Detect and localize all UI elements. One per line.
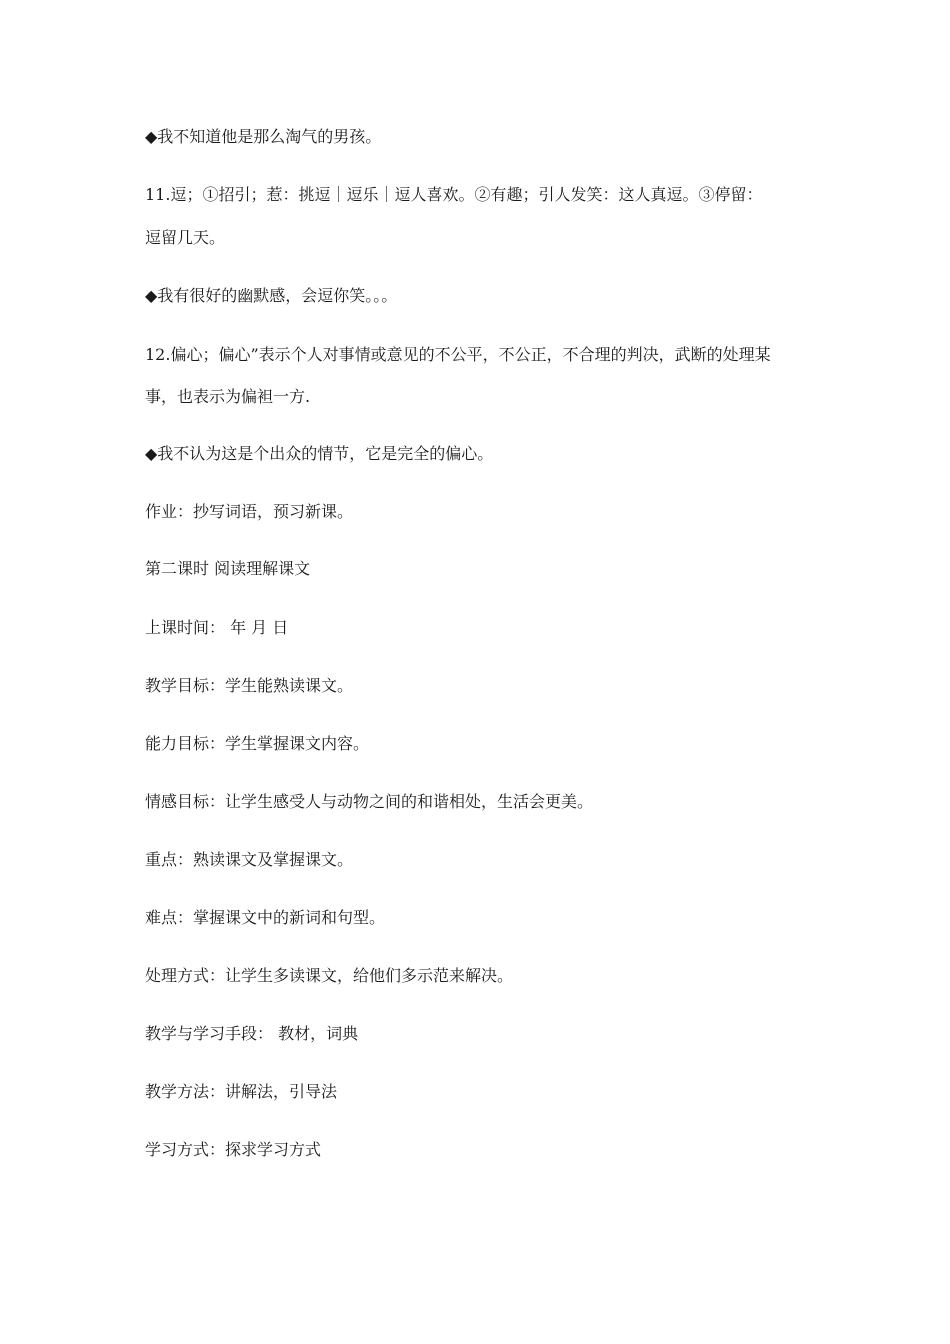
example-sentence-bias: ◆我不认为这是个出众的情节，它是完全的偏心。 (145, 444, 494, 463)
ability-goal-line: 能力目标：学生掌握课文内容。 (145, 734, 370, 753)
teaching-means-line: 教学与学习手段： 教材，词典 (145, 1024, 359, 1043)
vocab-11-dou-definition: 11.逗；①招引；惹：挑逗｜逗乐｜逗人喜欢。②有趣；引人发笑：这人真逗。③停留： (145, 185, 763, 204)
lesson-2-heading: 第二课时 阅读理解课文 (145, 559, 311, 578)
class-time-line: 上课时间： 年 月 日 (145, 618, 289, 637)
vocab-12-pianxin-definition-cont: 事，也表示为偏袒一方. (145, 387, 311, 406)
emotion-goal-line: 情感目标：让学生感受人与动物之间的和谐相处，生活会更美。 (145, 792, 594, 811)
example-sentence-humor: ◆我有很好的幽默感，会逗你笑。。。 (145, 286, 398, 305)
vocab-12-pianxin-definition: 12.偏心；偏心”表示个人对事情或意见的不公平，不公正，不合理的判决，武断的处理某 (145, 345, 771, 364)
example-sentence-naughty: ◆我不知道他是那么淘气的男孩。 (145, 127, 382, 146)
learning-style-line: 学习方式：探求学习方式 (145, 1140, 322, 1159)
teaching-goal-line: 教学目标：学生能熟读课文。 (145, 676, 354, 695)
vocab-11-dou-definition-cont: 逗留几天。 (145, 228, 226, 247)
difficulty-line: 难点：掌握课文中的新词和句型。 (145, 908, 386, 927)
homework-line: 作业：抄写词语，预习新课。 (145, 502, 354, 521)
key-point-line: 重点：熟读课文及掌握课文。 (145, 850, 354, 869)
handling-method-line: 处理方式：让学生多读课文，给他们多示范来解决。 (145, 966, 514, 985)
teaching-method-line: 教学方法：讲解法，引导法 (145, 1082, 338, 1101)
